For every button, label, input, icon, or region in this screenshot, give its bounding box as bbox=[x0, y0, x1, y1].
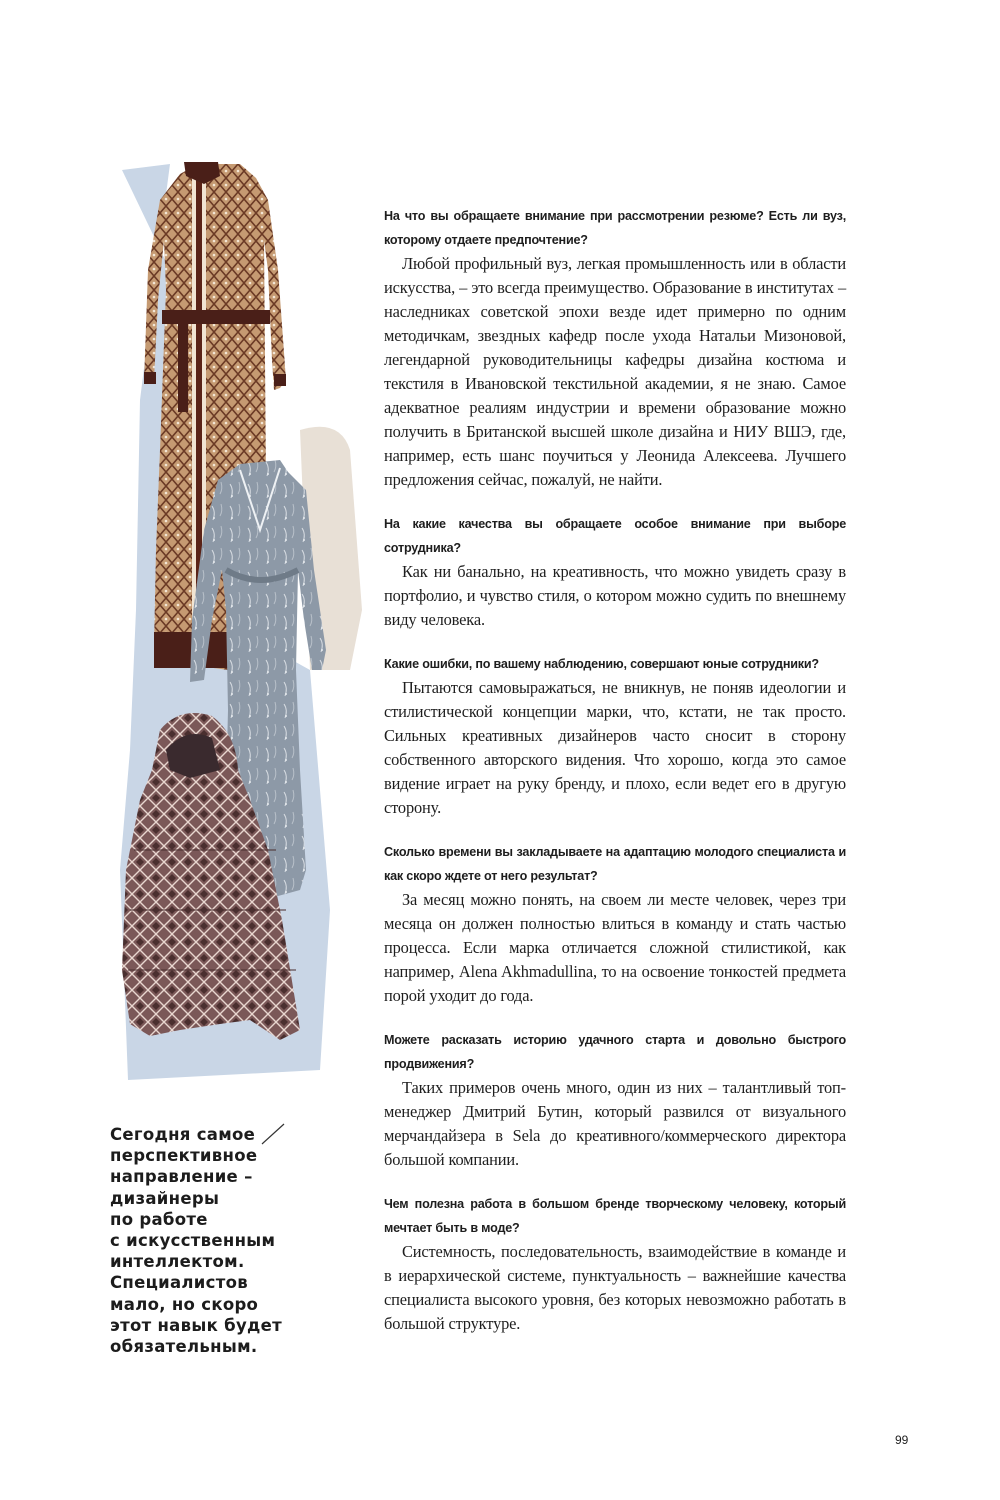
qa-block bbox=[384, 652, 846, 820]
pull-quote-line: Специалистов bbox=[110, 1273, 248, 1293]
question: На какие качества вы обращаете особое внимание при выборе сотрудника? bbox=[384, 517, 846, 555]
question: Чем полезна работа в большом бренде творческому человеку, который мечтает быть в моде? bbox=[384, 1197, 846, 1235]
page-number: 99 bbox=[895, 1433, 909, 1447]
qa-block bbox=[384, 1192, 846, 1336]
pull-quote-line: этот навык будет bbox=[110, 1315, 282, 1335]
qa-block bbox=[384, 840, 846, 1008]
qa-block bbox=[384, 512, 846, 632]
qa-block bbox=[384, 204, 846, 492]
slash-divider-icon bbox=[260, 1122, 286, 1146]
fashion-collage-illustration bbox=[100, 150, 370, 1090]
pull-quote-line: Сегодня самое bbox=[110, 1125, 256, 1144]
pull-quote-line: мало, но скоро bbox=[110, 1294, 259, 1314]
answer: Любой профильный вуз, легкая промышленность или в области искусства, – это всегда преимущество. Образование в институтах – наследниках советской эпохи везде идет примерно по одним методичкам, звездных кафедр после ухода Натальи Мизоновой, легендарной руководительницы кафедры дизайна костюма и текстиля в Ивановской текстильной академии, я не знаю. Самое адекватное реалиям индустрии и времени образование можно получить в Британской высшей школе дизайна и НИУ ВШЭ, где, например, есть шанс поучиться у Леонида Алексеева. Лучшего предложения сейчас, пожалуй, не найти. bbox=[384, 254, 846, 489]
pull-quote-line: интеллектом. bbox=[110, 1252, 245, 1272]
pull-quote-line: дизайнеры bbox=[110, 1188, 220, 1208]
question: Можете расказать историю удачного старта и довольно быстрого продвижения? bbox=[384, 1033, 846, 1071]
question: Сколько времени вы закладываете на адаптацию молодого специалиста и как скоро ждете от него результат? bbox=[384, 845, 846, 883]
pull-quote bbox=[110, 1124, 285, 1357]
pull-quote-line: перспективное bbox=[110, 1146, 258, 1166]
question: Какие ошибки, по вашему наблюдению, совершают юные сотрудники? bbox=[384, 657, 819, 671]
pull-quote-line: по работе bbox=[110, 1209, 208, 1229]
interview-article bbox=[384, 204, 846, 1356]
answer: За месяц можно понять, на своем ли месте человек, через три месяца он должен полностью влиться в команду и стать частью процесса. Если марка отличается сложной стилистикой, как например, Alena Akhmadullina, то на освоение тонкостей предмета порой уходит до года. bbox=[384, 890, 846, 1005]
pull-quote-line: направление – bbox=[110, 1167, 253, 1187]
answer: Системность, последовательность, взаимодействие в команде и в иерархической системе, пунктуальность – важнейшие качества специалиста высокого уровня, без которых невозможно работать в большой структуре. bbox=[384, 1242, 846, 1333]
pull-quote-line: обязательным. bbox=[110, 1337, 258, 1357]
question: На что вы обращаете внимание при рассмотрении резюме? Есть ли вуз, которому отдаете предпочтение? bbox=[384, 209, 846, 247]
qa-block bbox=[384, 1028, 846, 1172]
answer: Как ни банально, на креативность, что можно увидеть сразу в портфолио, и чувство стиля, о котором можно судить по внешнему виду человека. bbox=[384, 562, 846, 629]
pull-quote-line: с искусственным bbox=[110, 1231, 276, 1251]
answer: Пытаются самовыражаться, не вникнув, не поняв идеологии и стилистической концепции марки, что, кстати, не так просто. Сильных креативных дизайнеров часто сносит в сторону собственного авторского видения. Что хорошо, когда это самое видение играет на руку бренду, и плохо, если ведет его в другую сторону. bbox=[384, 678, 846, 817]
answer: Таких примеров очень много, один из них – талантливый топ-менеджер Дмитрий Бутин, который развился от визуального мерчандайзера в Sela до креативного/коммерческого директора большой компании. bbox=[384, 1078, 846, 1169]
